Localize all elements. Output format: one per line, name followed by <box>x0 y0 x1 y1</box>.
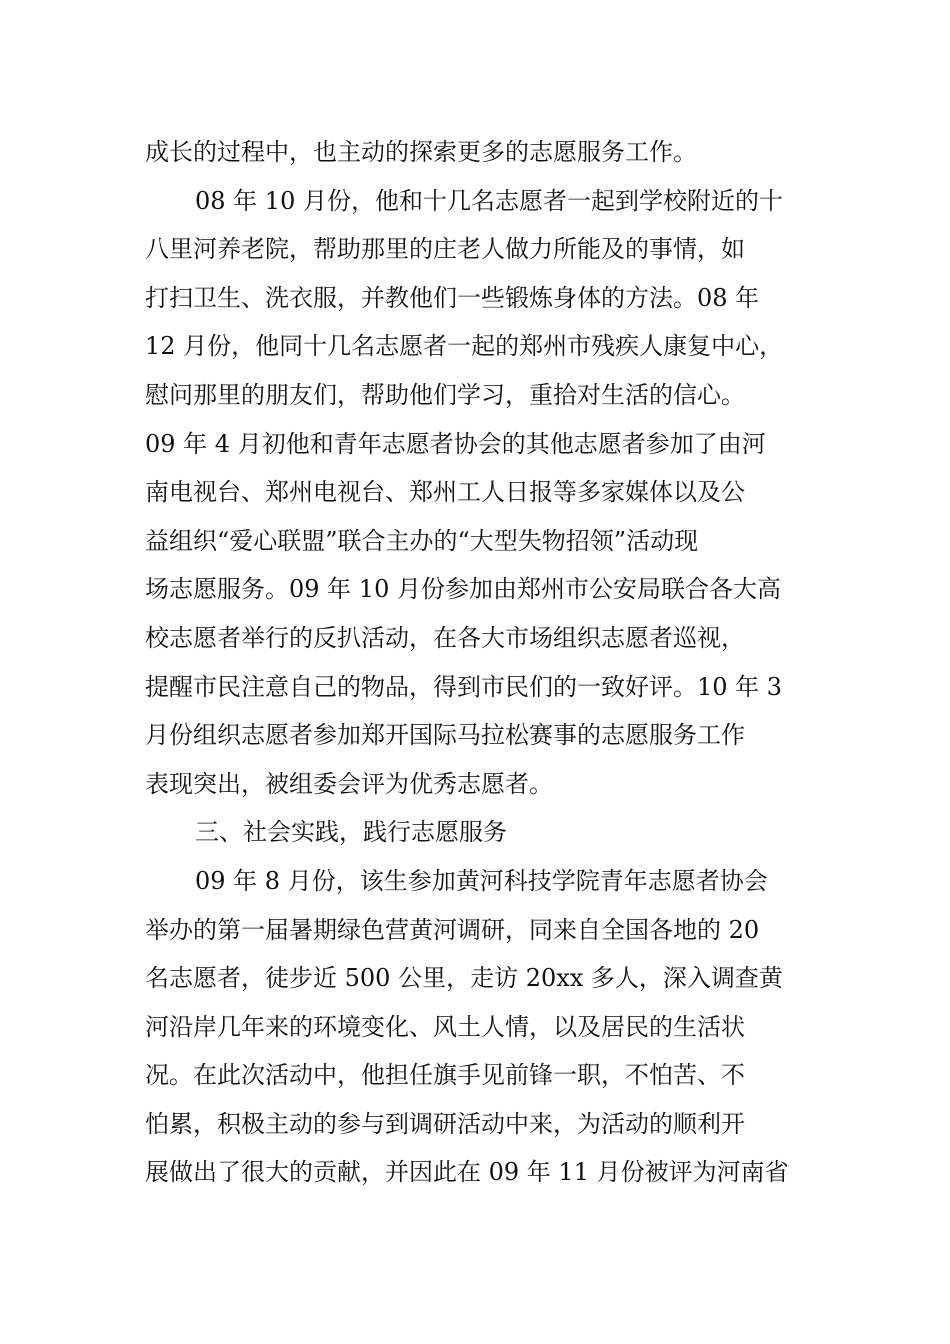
text-line: 怕累，积极主动的参与到调研活动中来，为活动的顺利开 <box>145 1109 745 1138</box>
text-line: 举办的第一届暑期绿色营黄河调研，同来自全国各地的 20 <box>145 915 760 944</box>
text-line: 09 年 4 月初他和青年志愿者协会的其他志愿者参加了由河 <box>145 429 766 458</box>
text-line: 益组织“爱心联盟”联合主办的“大型失物招领”活动现 <box>145 526 699 555</box>
paragraph-start-line: 08 年 10 月份，他和十几名志愿者一起到学校附近的十 <box>195 186 783 215</box>
text-line: 月份组织志愿者参加郑开国际马拉松赛事的志愿服务工作 <box>145 721 745 750</box>
section-heading: 三、社会实践，践行志愿服务 <box>195 818 507 847</box>
text-line: 展做出了很大的贡献，并因此在 09 年 11 月份被评为河南省 <box>145 1158 789 1187</box>
text-line: 提醒市民注意自己的物品，得到市民们的一致好评。10 年 3 <box>145 672 783 701</box>
text-line: 成长的过程中，也主动的探索更多的志愿服务工作。 <box>145 138 697 166</box>
text-line: 名志愿者，徒步近 500 公里，走访 20xx 多人，深入调查黄 <box>145 964 783 993</box>
text-line: 打扫卫生、洗衣服，并教他们一些锻炼身体的方法。08 年 <box>145 283 760 312</box>
text-line: 校志愿者举行的反扒活动，在各大市场组织志愿者巡视， <box>145 623 745 652</box>
text-line: 河沿岸几年来的环境变化、风土人情，以及居民的生活状 <box>145 1012 745 1041</box>
text-line: 南电视台、郑州电视台、郑州工人日报等多家媒体以及公 <box>145 478 745 507</box>
paragraph-start-line: 09 年 8 月份，该生参加黄河科技学院青年志愿者协会 <box>195 866 768 895</box>
text-line: 12 月份，他同十几名志愿者一起的郑州市残疾人康复中心， <box>145 332 784 361</box>
text-line: 况。在此次活动中，他担任旗手见前锋一职，不怕苦、不 <box>145 1061 745 1090</box>
text-line: 八里河养老院，帮助那里的庄老人做力所能及的事情，如 <box>145 235 745 264</box>
text-line: 表现突出，被组委会评为优秀志愿者。 <box>145 769 553 798</box>
document-body <box>145 128 815 1197</box>
text-line: 场志愿服务。09 年 10 月份参加由郑州市公安局联合各大高 <box>145 575 781 604</box>
text-line: 慰问那里的朋友们，帮助他们学习，重拾对生活的信心。 <box>145 380 745 409</box>
